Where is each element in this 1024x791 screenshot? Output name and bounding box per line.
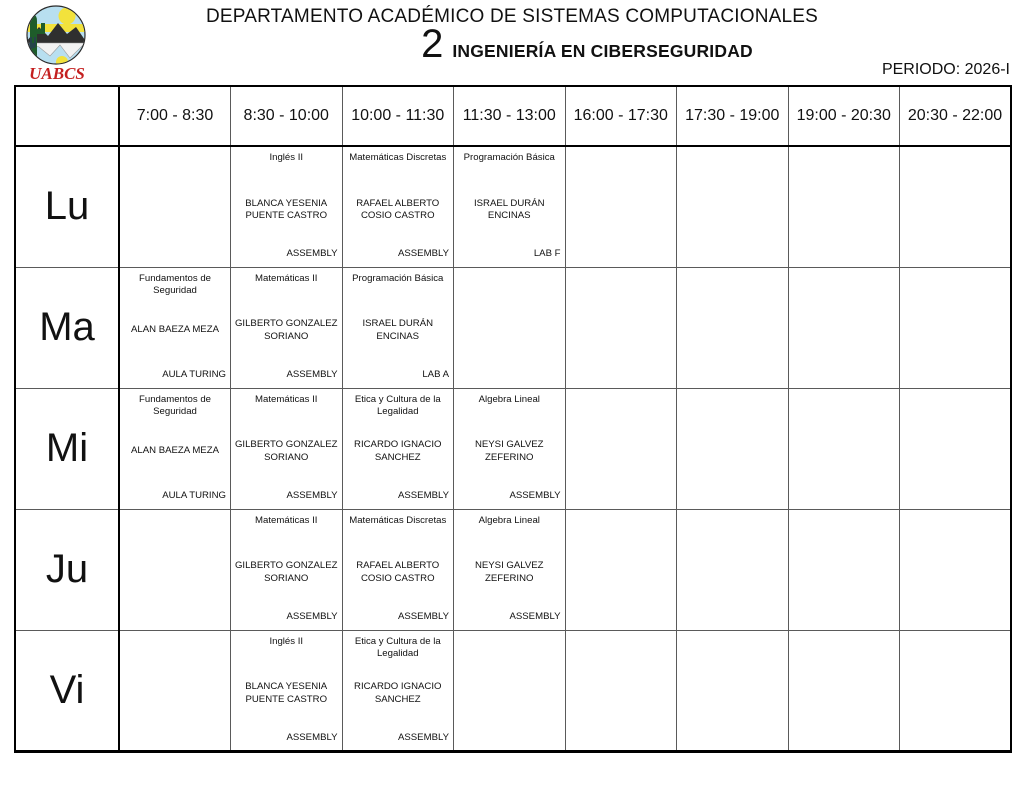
professor-name: GILBERTO GONZALEZ SORIANO: [234, 439, 338, 463]
time-slot-header: 11:30 - 13:00: [454, 86, 566, 146]
room-label: ASSEMBLY: [286, 731, 338, 743]
room-label: ASSEMBLY: [397, 489, 449, 501]
class-cell: [119, 267, 231, 388]
empty-slot-cell: [565, 146, 677, 267]
empty-slot-cell: [119, 146, 231, 267]
empty-slot-cell: [788, 388, 900, 509]
class-cell: [342, 509, 454, 630]
subject-name: Programación Básica: [352, 272, 444, 284]
professor-name: RAFAEL ALBERTO COSIO CASTRO: [356, 560, 440, 584]
subject-name: Matemáticas Discretas: [349, 514, 447, 526]
corner-cell: [15, 86, 119, 146]
empty-slot-cell: [565, 267, 677, 388]
empty-slot-cell: [565, 509, 677, 630]
day-row-ju: [15, 509, 1011, 630]
class-cell: [231, 146, 343, 267]
class-cell: [454, 146, 566, 267]
subject-name: Matemáticas II: [255, 393, 318, 405]
empty-slot-cell: [677, 509, 789, 630]
time-slot-header: 10:00 - 11:30: [342, 86, 454, 146]
professor-name: NEYSI GALVEZ ZEFERINO: [474, 560, 544, 584]
empty-slot-cell: [565, 630, 677, 751]
class-cell: [231, 267, 343, 388]
empty-slot-cell: [565, 388, 677, 509]
day-row-lu: [15, 146, 1011, 267]
empty-slot-cell: [677, 388, 789, 509]
empty-slot-cell: [677, 267, 789, 388]
subject-name: Algebra Lineal: [478, 393, 540, 405]
empty-slot-cell: [788, 146, 900, 267]
class-cell: [454, 388, 566, 509]
room-label: LAB F: [533, 248, 561, 260]
subject-name: Fundamentos de Seguridad: [139, 393, 211, 418]
day-row-mi: [15, 388, 1011, 509]
empty-slot-cell: [454, 630, 566, 751]
professor-name: ALAN BAEZA MEZA: [131, 324, 219, 336]
class-cell: [342, 630, 454, 751]
day-label: Ju: [15, 509, 119, 630]
room-label: ASSEMBLY: [397, 248, 449, 260]
room-label: ASSEMBLY: [286, 489, 338, 501]
timetable-body: [15, 146, 1011, 751]
subject-name: Programación Básica: [463, 152, 555, 163]
empty-slot-cell: [900, 630, 1012, 751]
day-label: Vi: [15, 630, 119, 751]
time-slot-header: 7:00 - 8:30: [119, 86, 231, 146]
empty-slot-cell: [788, 267, 900, 388]
schedule-table: [14, 85, 1012, 753]
time-slot-header: 16:00 - 17:30: [565, 86, 677, 146]
program-title-row: [0, 24, 1024, 66]
professor-name: RICARDO IGNACIO SANCHEZ: [354, 681, 442, 705]
class-cell: [342, 146, 454, 267]
subject-name: Fundamentos de Seguridad: [139, 272, 211, 297]
empty-slot-cell: [677, 146, 789, 267]
time-header-row: [15, 86, 1011, 146]
program-name: INGENIERÍA EN CIBERSEGURIDAD: [452, 41, 753, 61]
empty-slot-cell: [788, 630, 900, 751]
room-label: ASSEMBLY: [286, 610, 338, 622]
room-label: ASSEMBLY: [397, 610, 449, 622]
subject-name: Matemáticas II: [255, 272, 318, 284]
day-row-ma: [15, 267, 1011, 388]
professor-name: RICARDO IGNACIO SANCHEZ: [354, 439, 442, 463]
professor-name: ISRAEL DURÁN ENCINAS: [362, 318, 434, 342]
day-label: Lu: [15, 146, 119, 267]
day-label: Mi: [15, 388, 119, 509]
room-label: ASSEMBLY: [509, 610, 561, 622]
empty-slot-cell: [677, 630, 789, 751]
empty-slot-cell: [119, 509, 231, 630]
semester-number: 2: [421, 22, 444, 66]
empty-slot-cell: [900, 509, 1012, 630]
subject-name: Etica y Cultura de la Legalidad: [354, 635, 441, 660]
room-label: ASSEMBLY: [286, 248, 338, 260]
time-slot-header: 8:30 - 10:00: [231, 86, 343, 146]
professor-name: ISRAEL DURÁN ENCINAS: [473, 197, 545, 222]
class-cell: [231, 388, 343, 509]
room-label: ASSEMBLY: [509, 489, 561, 501]
empty-slot-cell: [788, 509, 900, 630]
room-label: AULA TURING: [162, 368, 226, 380]
class-cell: [342, 267, 454, 388]
day-row-vi: [15, 630, 1011, 751]
subject-name: Inglés II: [269, 152, 304, 163]
class-cell: [231, 630, 343, 751]
room-label: LAB A: [422, 368, 449, 380]
day-label: Ma: [15, 267, 119, 388]
professor-name: NEYSI GALVEZ ZEFERINO: [474, 439, 544, 463]
logo-acronym: UABCS: [29, 64, 85, 83]
subject-name: Matemáticas Discretas: [349, 152, 447, 163]
professor-name: RAFAEL ALBERTO COSIO CASTRO: [356, 197, 440, 222]
subject-name: Algebra Lineal: [478, 514, 540, 526]
professor-name: BLANCA YESENIA PUENTE CASTRO: [245, 197, 328, 222]
time-slot-header: 17:30 - 19:00: [677, 86, 789, 146]
professor-name: GILBERTO GONZALEZ SORIANO: [234, 560, 338, 584]
class-cell: [342, 388, 454, 509]
subject-name: Inglés II: [269, 635, 304, 647]
subject-name: Matemáticas II: [255, 514, 318, 526]
empty-slot-cell: [454, 267, 566, 388]
time-slot-header: 20:30 - 22:00: [900, 86, 1012, 146]
subject-name: Etica y Cultura de la Legalidad: [354, 393, 441, 418]
empty-slot-cell: [900, 146, 1012, 267]
period-label: PERIODO: 2026-I: [881, 61, 1010, 78]
empty-slot-cell: [900, 388, 1012, 509]
professor-name: BLANCA YESENIA PUENTE CASTRO: [245, 681, 328, 705]
room-label: AULA TURING: [162, 489, 226, 501]
empty-slot-cell: [900, 267, 1012, 388]
department-title: DEPARTAMENTO ACADÉMICO DE SISTEMAS COMPUTACIONALES: [205, 6, 819, 27]
professor-name: GILBERTO GONZALEZ SORIANO: [234, 318, 338, 342]
time-slot-header: 19:00 - 20:30: [788, 86, 900, 146]
room-label: ASSEMBLY: [397, 731, 449, 743]
class-cell: [231, 509, 343, 630]
class-cell: [119, 388, 231, 509]
professor-name: ALAN BAEZA MEZA: [131, 445, 219, 457]
room-label: ASSEMBLY: [286, 368, 338, 380]
class-cell: [454, 509, 566, 630]
empty-slot-cell: [119, 630, 231, 751]
